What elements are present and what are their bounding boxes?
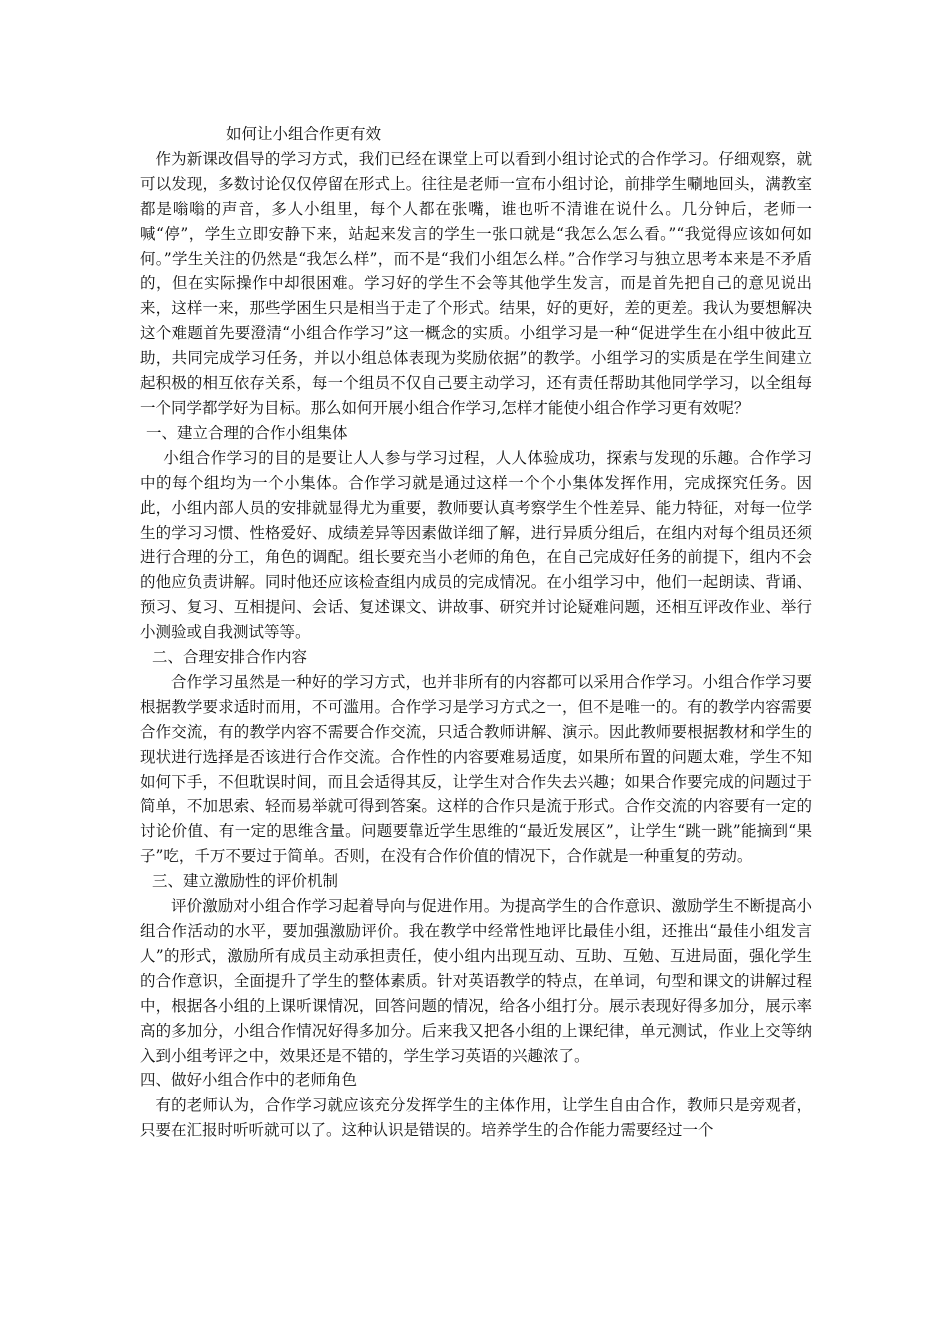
section-body-2: 合作学习虽然是一种好的学习方式，也并非所有的内容都可以采用合作学习。小组合作学习要根据教学要求适时而用，不可滥用。合作学习是学习方式之一，但不是唯一的。有的教学内容需要合作交流，有的教学内容不需要合作交流，只适合教师讲解、演示。因此教师要根据教材和学生的现状进行选择是否该进行合作交流。合作性的内容要难易适度，如果所布置的问题太难，学生不知如何下手，不但耽误时间，而且会适得其反，让学生对合作失去兴趣；如果合作要完成的问题过于简单，不加思索、轻而易举就可得到答案。这样的合作只是流于形式。合作交流的内容要有一定的讨论价值、有一定的思维含量。问题要靠近学生思维的“最近发展区”，让学生“跳一跳”能摘到“果子”吃，千万不要过于简单。否则，在没有合作价值的情况下，合作就是一种重复的劳动。: [140, 672, 812, 866]
document-body: [140, 122, 812, 1143]
intro-paragraph: 作为新课改倡导的学习方式，我们已经在课堂上可以看到小组讨论式的合作学习。仔细观察，就可以发现，多数讨论仅仅停留在形式上。往往是老师一宣布小组讨论，前排学生唰地回头，满教室都是嗡嗡的声音，多人小组里，每个人都在张嘴，谁也听不清谁在说什么。几分钟后，老师一喊“停”，学生立即安静下来，站起来发言的学生一张口就是“我怎么怎么看。”“我觉得应该如何如何。”学生关注的仍然是“我怎么样”，而不是“我们小组怎么样。”合作学习与独立思考本来是不矛盾的，但在实际操作中却很困难。学习好的学生不会等其他学生发言，而是首先把自己的意见说出来，这样一来，那些学困生只是相当于走了个形式。结果，好的更好，差的更差。我认为要想解决这个难题首先要澄清“小组合作学习”这一概念的实质。小组学习是一种“促进学生在小组中彼此互助，共同完成学习任务，并以小组总体表现为奖励依据”的教学。小组学习的实质是在学生间建立起积极的相互依存关系，每一个组员不仅自己要主动学习，还有责任帮助其他同学学习，以全组每一个同学都学好为目标。那么如何开展小组合作学习,怎样才能使小组合作学习更有效呢？: [140, 149, 812, 417]
section-body-4: 有的老师认为，合作学习就应该充分发挥学生的主体作用，让学生自由合作，教师只是旁观者，只要在汇报时听听就可以了。这种认识是错误的。培养学生的合作能力需要经过一个: [140, 1096, 812, 1140]
document-title: 如何让小组合作更有效: [226, 125, 382, 143]
section-heading-1: 一、建立合理的合作小组集体: [146, 423, 348, 442]
section-body-1: 小组合作学习的目的是要让人人参与学习过程，人人体验成功，探索与发现的乐趣。合作学习中的每个组均为一个小集体。合作学习就是通过这样一个个小集体发挥作用，完成探究任务。因此，小组内部人员的安排就显得尤为重要，教师要认真考察学生个性差异、能力特征，对每一位学生的学习习惯、性格爱好、成绩差异等因素做详细了解，进行异质分组后，在组内对每个组员还须进行合理的分工，角色的调配。组长要充当小老师的角色，在自己完成好任务的前提下，组内不会的他应负责讲解。同时他还应该检查组内成员的完成情况。在小组学习中，他们一起朗读、背诵、预习、复习、互相提问、会话、复述课文、讲故事、研究并讨论疑难问题，还相互评改作业、举行小测验或自我测试等等。: [140, 448, 812, 642]
section-body-3: 评价激励对小组合作学习起着导向与促进作用。为提高学生的合作意识、激励学生不断提高小组合作活动的水平，要加强激励评价。我在教学中经常性地评比最佳小组，还推出“最佳小组发言人”的形式，激励所有成员主动承担责任，使小组内出现互动、互助、互勉、互进局面，强化学生的合作意识，全面提升了学生的整体素质。针对英语教学的特点，在单词，句型和课文的讲解过程中，根据各小组的上课听课情况，回答问题的情况，给各小组打分。展示表现好得多加分，展示率高的多加分，小组合作情况好得多加分。后来我又把各小组的上课纪律，单元测试，作业上交等纳入到小组考评之中，效果还是不错的，学生学习英语的兴趣浓了。: [140, 897, 812, 1065]
section-heading-4: 四、做好小组合作中的老师角色: [140, 1071, 358, 1090]
section-heading-3: 三、建立激励性的评价机制: [152, 872, 339, 891]
section-heading-2: 二、合理安排合作内容: [152, 648, 308, 667]
